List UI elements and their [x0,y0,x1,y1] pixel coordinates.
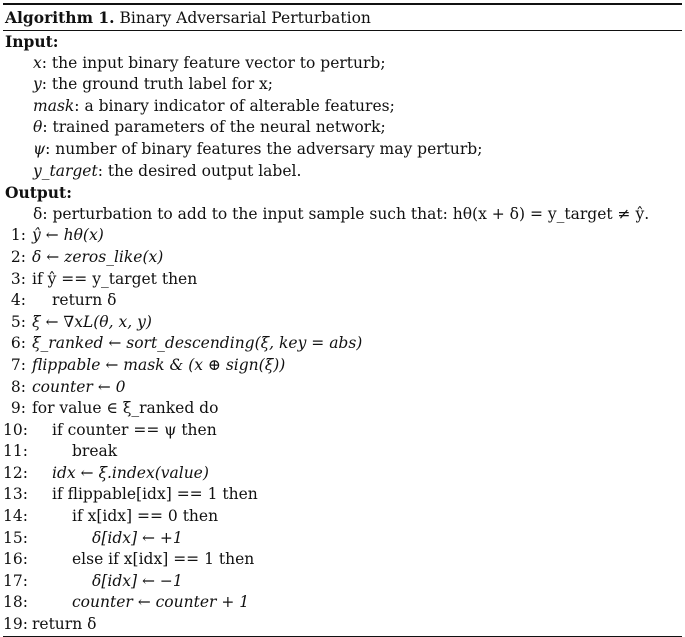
algorithm-label: Algorithm 1. [5,8,115,27]
algo-line-15: 15: δ[idx] ← +1 [3,528,183,547]
algo-line-17: 17: δ[idx] ← −1 [3,571,183,590]
input-item-psi: ψ: number of binary features the adversary may perturb; [33,139,483,158]
input-item-ytarget: y_target: the desired output label. [33,161,302,180]
algo-line-4: 4: return δ [10,291,117,310]
algorithm-box [3,3,682,637]
algo-line-16: 16: else if x[idx] == 1 then [3,550,255,569]
input-heading: Input: [5,32,59,51]
algo-line-14: 14: if x[idx] == 0 then [3,507,219,526]
algo-line-9: 9: for value ∈ ξ_ranked do [10,399,219,418]
algo-line-2: 2: δ ← zeros_like(x) [10,247,164,266]
input-item-y: y: the ground truth label for x; [33,75,274,94]
algo-line-12: 12: idx ← ξ.index(value) [3,463,209,482]
output-heading: Output: [5,183,72,203]
algo-line-13: 13: if flippable[idx] == 1 then [3,485,258,504]
algo-line-5: 5: ξ ← ∇xL(θ, x, y) [10,312,152,331]
bottom-rule [3,636,682,637]
algo-line-6: 6: ξ_ranked ← sort_descending(ξ, key = abs) [10,334,363,353]
algorithm-title [3,5,682,30]
algo-line-8: 8: counter ← 0 [10,377,126,396]
output-description: δ: perturbation to add to the input sample such that: hθ(x + δ) = y_target ≠ ŷ. [33,204,650,223]
algo-line-7: 7: flippable ← mask & (x ⊕ sign(ξ)) [10,355,286,374]
input-item-mask: mask: a binary indicator of alterable features; [33,96,395,115]
input-item-theta: θ: trained parameters of the neural network; [33,118,386,137]
algo-line-11: 11: break [3,442,118,461]
input-item-x: x: the input binary feature vector to perturb; [33,53,386,72]
algorithm-steps [3,225,682,635]
algo-line-3: 3: if ŷ == y_target then [10,269,198,288]
algo-line-10: 10: if counter == ψ then [3,420,217,439]
algorithm-name: Binary Adversarial Perturbation [119,9,371,27]
algo-line-1: 1: ŷ ← hθ(x) [10,226,104,245]
algo-line-19: 19: return δ [3,615,97,634]
algo-line-18: 18: counter ← counter + 1 [3,593,250,612]
